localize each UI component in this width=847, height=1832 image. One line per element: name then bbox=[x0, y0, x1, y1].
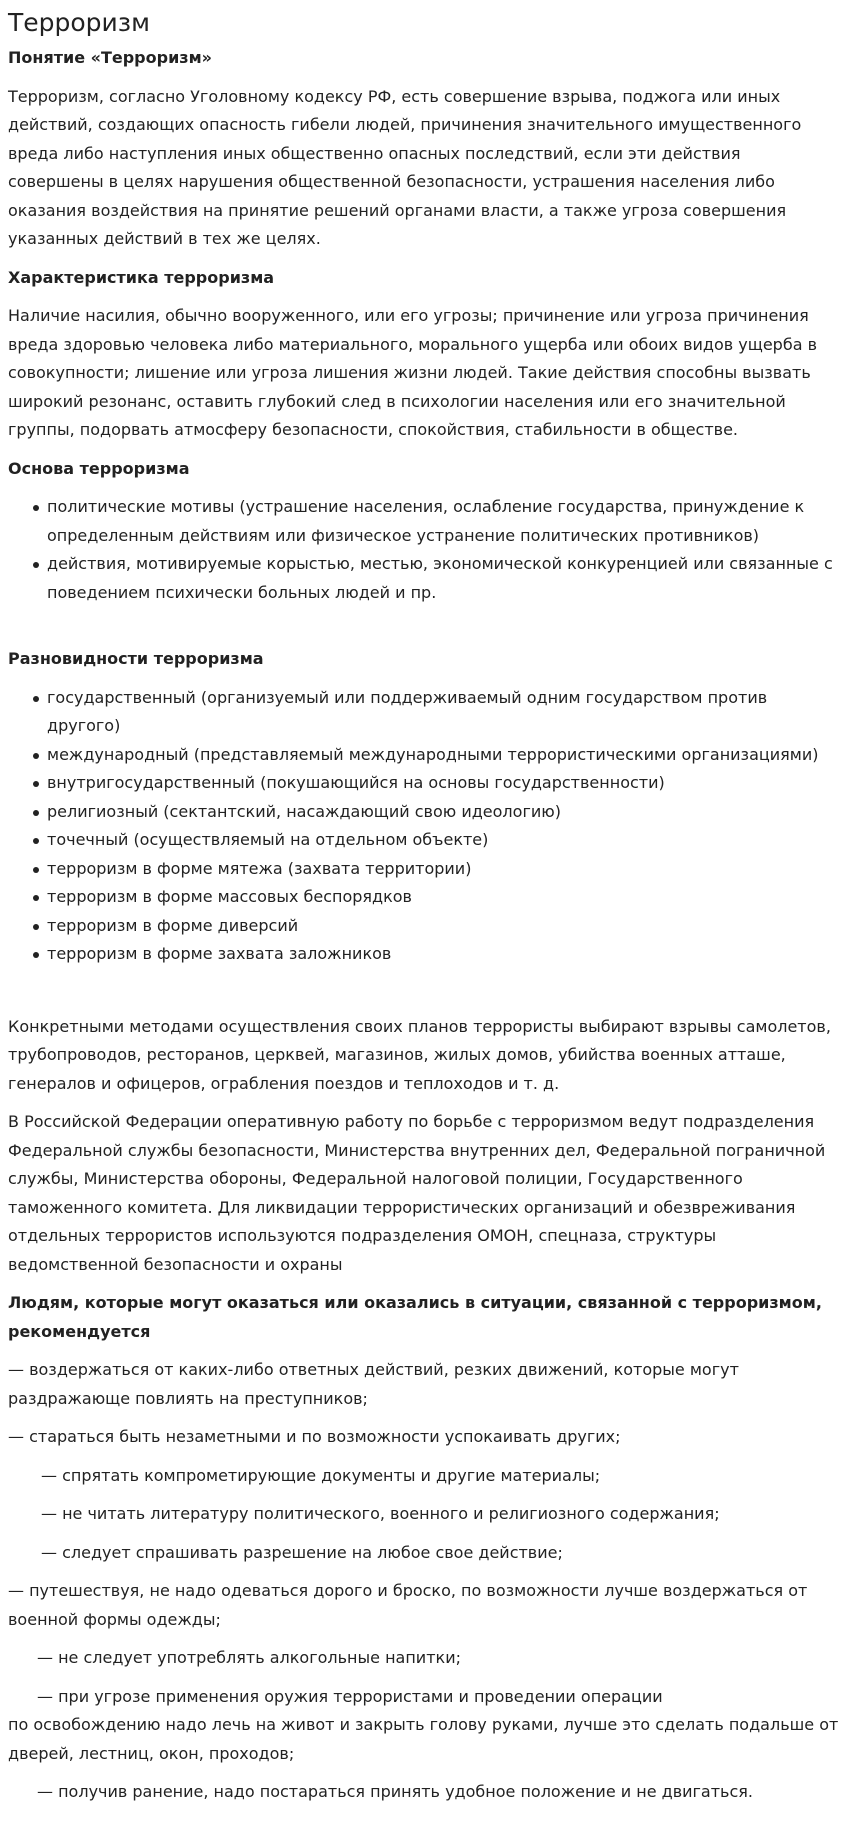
list-item: терроризм в форме мятежа (захвата территории) bbox=[47, 855, 840, 884]
section-heading-types: Разновидности терроризма bbox=[8, 649, 264, 668]
recommendation-item: — спрятать компрометирующие документы и другие материалы; bbox=[41, 1465, 601, 1485]
section-heading-basis: Основа терроризма bbox=[8, 458, 190, 478]
bullet-icon bbox=[33, 924, 39, 930]
list-item: терроризм в форме диверсий bbox=[47, 912, 840, 941]
bullet-icon bbox=[33, 753, 39, 759]
recommendation-item-continued: по освобождению надо лечь на живот и закрыть голову руками, лучше это сделать подальше от дверей, лестниц, окон, проходов; bbox=[8, 1715, 839, 1763]
bullet-icon bbox=[33, 810, 39, 816]
recommendation-item: — при угрозе применения оружия террористами и проведении операции bbox=[37, 1686, 663, 1706]
page-title: Терроризм bbox=[8, 8, 150, 37]
concept-paragraph: Терроризм, согласно Уголовному кодексу РФ, есть совершение взрыва, поджога или иных действий, создающих опасность гибели людей, причинения значительного имущественного вреда либо наступления иных общественно опасных последствий, если эти действия совершены в целях нарушения общественной безопасности, устрашения населения либо оказания воздействия на принятие решений органами власти, а также угроза совершения указанных действий в тех же целях. bbox=[8, 86, 802, 248]
bullet-icon bbox=[33, 696, 39, 702]
agencies-paragraph: В Российской Федерации оперативную работу по борьбе с терроризмом ведут подразделения Федеральной службы безопасности, Министерства внутренних дел, Федеральной пограничной службы, Министерства обороны, Федеральной налоговой полиции, Государственного таможенного комитета. Для ликвидации террористических организаций и обезвреживания отдельных террористов используются подразделения ОМОН, спецназа, структуры ведомственной безопасности и охраны bbox=[8, 1112, 826, 1274]
bullet-icon bbox=[33, 781, 39, 787]
bullet-icon bbox=[33, 867, 39, 873]
list-item: терроризм в форме захвата заложников bbox=[47, 940, 840, 969]
list-item: религиозный (сектантский, насаждающий свою идеологию) bbox=[47, 798, 840, 827]
recommendation-item: — не читать литературу политического, военного и религиозного содержания; bbox=[41, 1504, 720, 1523]
recommendation-item: — путешествуя, не надо одеваться дорого и броско, по возможности лучше воздержаться от военной формы одежды; bbox=[8, 1581, 808, 1629]
list-item: политические мотивы (устрашение населения, ослабление государства, принуждение к определенным действиям или физическое устранение политических противников) bbox=[47, 493, 840, 550]
section-heading-concept: Понятие «Терроризм» bbox=[8, 48, 212, 67]
section-heading-characteristics: Характеристика терроризма bbox=[8, 267, 275, 287]
recommendation-item: — получив ранение, надо постараться принять удобное положение и не двигаться. bbox=[37, 1782, 753, 1801]
basis-list bbox=[8, 493, 840, 607]
bullet-icon bbox=[33, 952, 39, 958]
recommendation-item: — воздержаться от каких-либо ответных действий, резких движений, которые могут раздражающе повлиять на преступников; bbox=[8, 1360, 739, 1408]
list-item: действия, мотивируемые корыстью, местью, экономической конкуренцией или связанные с поведением психически больных людей и пр. bbox=[47, 550, 840, 607]
recommendation-item: — не следует употреблять алкогольные напитки; bbox=[37, 1648, 461, 1667]
list-item: внутригосударственный (покушающийся на основы государственности) bbox=[47, 769, 840, 798]
bullet-icon bbox=[33, 895, 39, 901]
bullet-icon bbox=[33, 838, 39, 844]
recommendation-item: — стараться быть незаметными и по возможности успокаивать других; bbox=[8, 1427, 621, 1446]
list-item: точечный (осуществляемый на отдельном объекте) bbox=[47, 826, 840, 855]
list-item: терроризм в форме массовых беспорядков bbox=[47, 883, 840, 912]
recommendations-heading: Людям, которые могут оказаться или оказались в ситуации, связанной с терроризмом, рекомендуется bbox=[8, 1293, 822, 1341]
recommendation-item: — следует спрашивать разрешение на любое свое действие; bbox=[41, 1542, 563, 1562]
list-item: государственный (организуемый или поддерживаемый одним государством против другого) bbox=[47, 684, 840, 741]
list-item: международный (представляемый международными террористическими организациями) bbox=[47, 741, 840, 770]
bullet-icon bbox=[33, 562, 39, 568]
characteristics-paragraph: Наличие насилия, обычно вооруженного, или его угрозы; причинение или угроза причинения вреда здоровью человека либо материального, морального ущерба или обоих видов ущерба в совокупности; лишение или угроза лишения жизни людей. Такие действия способны вызвать широкий резонанс, оставить глубокий след в психологии населения или его значительной группы, подорвать атмосферу безопасности, спокойствия, стабильности в обществе. bbox=[8, 306, 818, 439]
types-list bbox=[8, 684, 840, 969]
bullet-icon bbox=[33, 505, 39, 511]
methods-paragraph: Конкретными методами осуществления своих планов террористы выбирают взрывы самолетов, трубопроводов, ресторанов, церквей, магазинов, жилых домов, убийства военных атташе, генералов и офицеров, ограбления поездов и теплоходов и т. д. bbox=[8, 1016, 831, 1093]
